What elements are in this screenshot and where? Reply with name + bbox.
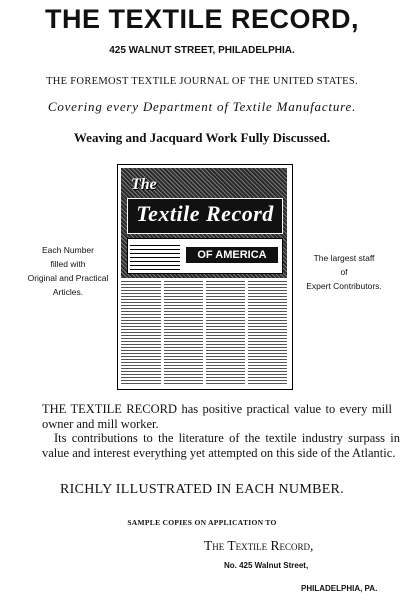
right-note-line: Expert Contributors. <box>306 281 382 291</box>
illustrated-heading: RICHLY ILLUSTRATED IN EACH NUMBER. <box>60 482 344 497</box>
cover-title-banner <box>127 198 283 234</box>
left-note-line: Each Number <box>42 245 94 255</box>
left-note-line: Original and Practical <box>27 273 109 283</box>
magazine-cover-illustration <box>117 164 293 390</box>
cover-columns <box>121 281 287 385</box>
left-side-note <box>20 243 116 299</box>
left-note-line: filled with <box>50 259 86 269</box>
cover-header-engraving <box>121 168 287 278</box>
right-note-line: of <box>340 267 348 277</box>
column-divider <box>203 281 206 385</box>
publisher-name: The Textile Record, <box>204 538 314 553</box>
cover-america-banner: OF AMERICA <box>186 247 278 263</box>
publisher-city: PHILADELPHIA, PA. <box>301 584 378 593</box>
cover-text-block <box>130 242 180 270</box>
weaving-line: Weaving and Jacquard Work Fully Discussed. <box>73 130 331 145</box>
page-title: THE TEXTILE RECORD, <box>44 4 359 34</box>
tagline: THE FOREMOST TEXTILE JOURNAL OF THE UNITED STATES. <box>46 76 358 87</box>
paragraph-contributions <box>42 431 400 461</box>
covering-line: Covering every Department of Textile Manufacture. <box>47 99 357 114</box>
cover-the-text: The <box>131 176 157 193</box>
address-line: 425 WALNUT STREET, PHILADELPHIA. <box>109 45 295 56</box>
cover-middle-panel <box>127 238 283 274</box>
cover-title-text: Textile Record <box>136 201 274 226</box>
left-note-line: Articles. <box>52 287 84 297</box>
sample-copies-note: SAMPLE COPIES ON APPLICATION TO <box>127 518 277 527</box>
column-divider <box>245 281 248 385</box>
right-note-line: The largest staff <box>313 253 375 263</box>
right-side-note <box>298 251 390 293</box>
paragraph-contributions-text: Its contributions to the literature of the textile industry surpass in value and interest everything yet attempted on this side of the Atlantic. <box>42 431 400 460</box>
paragraph-practical-value: THE TEXTILE RECORD has positive practical value to every mill owner and mill worker. <box>42 402 392 431</box>
publisher-street: No. 425 Walnut Street, <box>224 561 309 570</box>
column-divider <box>161 281 164 385</box>
